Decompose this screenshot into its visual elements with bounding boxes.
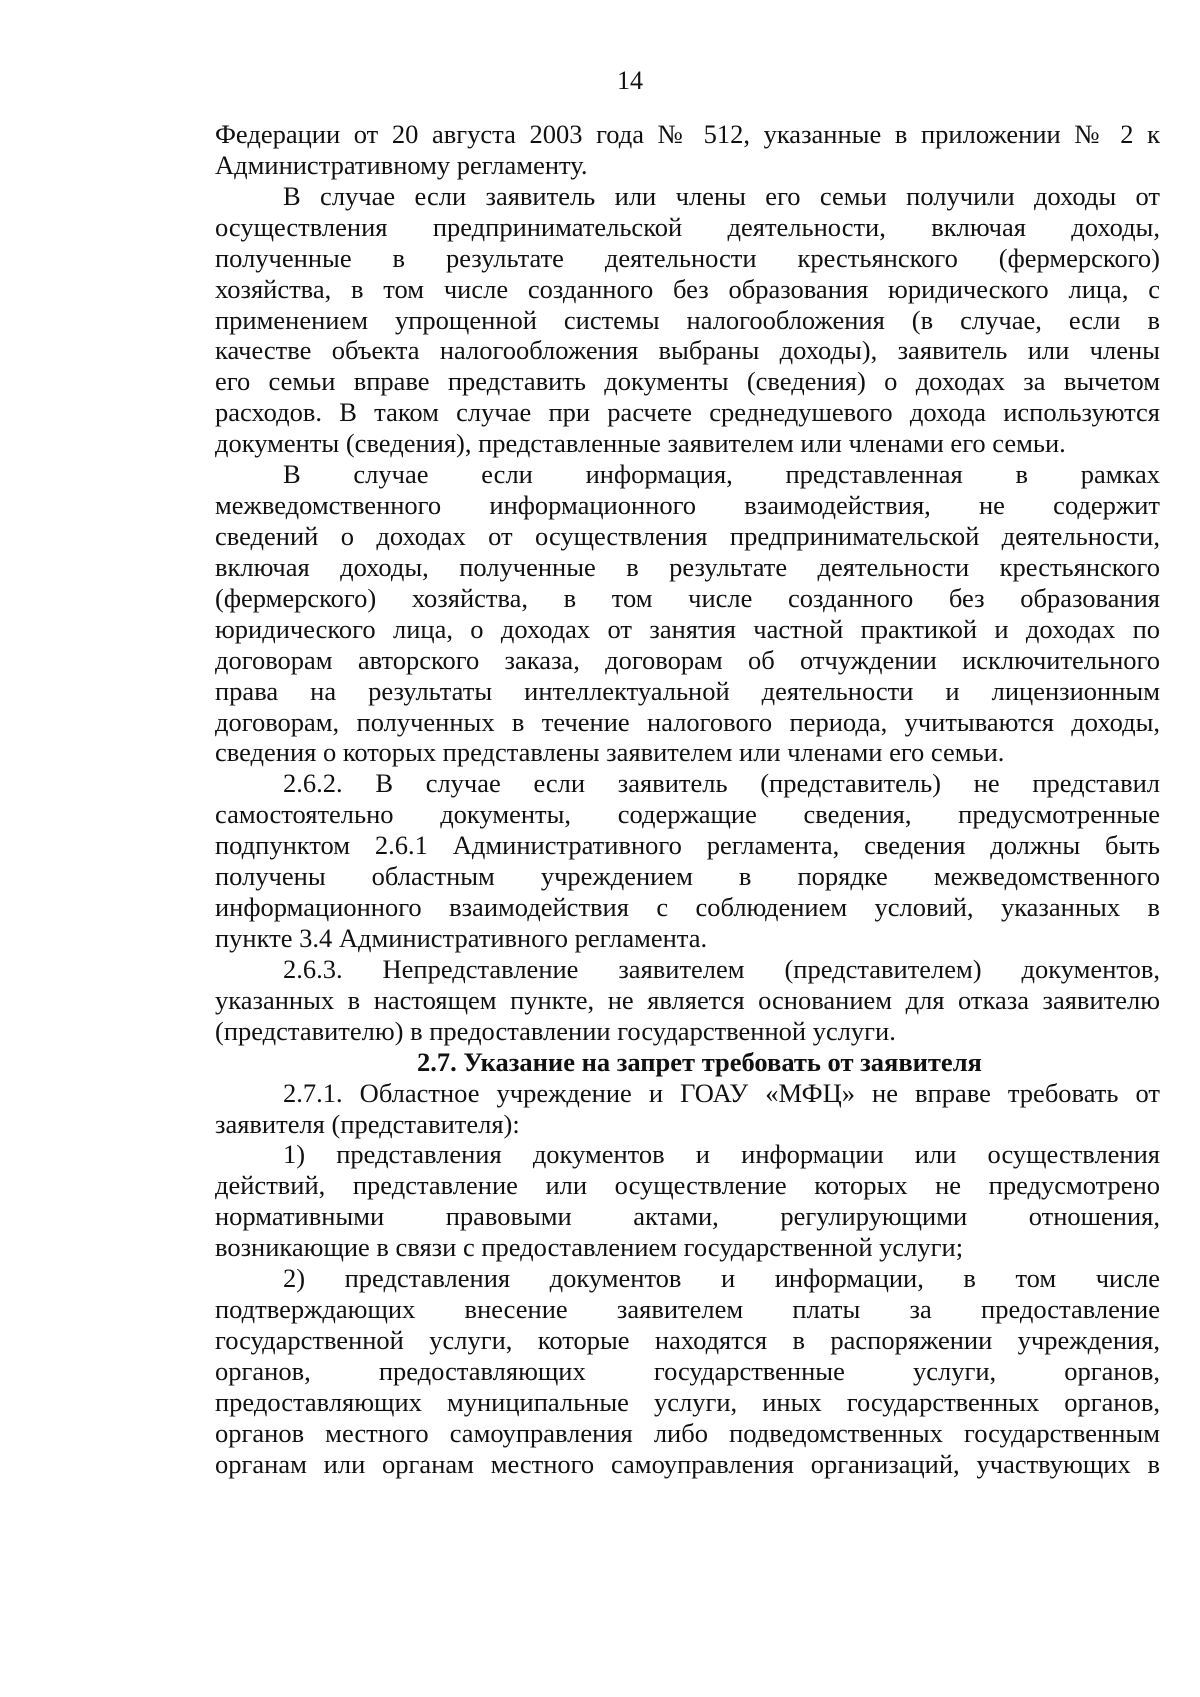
paragraph-line: качестве объекта налогообложения выбраны доходы), заявитель или члены: [215, 335, 1160, 366]
paragraph: [215, 119, 1160, 181]
paragraph-line: 2.6.3. Непредставление заявителем (представителем) документов,: [283, 953, 1160, 984]
paragraph-line: Административному регламенту.: [215, 149, 588, 180]
paragraph-line: органов, предоставляющих государственные услуги, органов,: [215, 1355, 1160, 1386]
paragraph-line: указанных в настоящем пункте, не является основанием для отказа заявителю: [215, 984, 1160, 1015]
paragraph-line: (фермерского) хозяйства, в том числе созданного без образования: [215, 582, 1160, 613]
paragraph-line: действий, представление или осуществление которых не предусмотрено: [215, 1170, 1160, 1201]
paragraph: [215, 1078, 1160, 1140]
paragraph: [215, 1139, 1160, 1263]
paragraph-line: заявителя (представителя):: [215, 1108, 520, 1139]
paragraph-line: сведения о которых представлены заявителем или членами его семьи.: [215, 737, 1005, 768]
paragraph-line: 2) представления документов и информации, в том числе: [283, 1263, 1160, 1294]
paragraph-line: применением упрощенной системы налогообложения (в случае, если в: [215, 304, 1160, 335]
paragraph: [215, 459, 1160, 768]
paragraph-line: 2.6.2. В случае если заявитель (представитель) не представил: [283, 768, 1160, 799]
paragraph-line: расходов. В таком случае при расчете среднедушевого дохода используются: [215, 397, 1160, 428]
paragraph-line: В случае если заявитель или члены его семьи получили доходы от: [283, 180, 1160, 211]
paragraph-line: 2.7.1. Областное учреждение и ГОАУ «МФЦ» не вправе требовать от: [283, 1077, 1160, 1108]
paragraph-line: самостоятельно документы, содержащие сведения, предусмотренные: [215, 799, 1160, 830]
paragraph-line: полученные в результате деятельности крестьянского (фермерского): [215, 242, 1160, 273]
paragraph-line: осуществления предпринимательской деятельности, включая доходы,: [215, 211, 1160, 242]
paragraph-line: В случае если информация, представленная в рамках: [283, 459, 1160, 490]
paragraph-line: (представителю) в предоставлении государственной услуги.: [215, 1015, 896, 1046]
paragraph-line: 1) представления документов и информации или осуществления: [283, 1139, 1160, 1170]
paragraph-line: органов местного самоуправления либо подведомственных государственным: [215, 1417, 1160, 1448]
paragraph-line: Федерации от 20 августа 2003 года № 512, указанные в приложении № 2 к: [215, 119, 1160, 149]
document-body: [215, 119, 1160, 1480]
paragraph-line: договорам авторского заказа, договорам об отчуждении исключительного: [215, 644, 1160, 675]
paragraph-line: документы (сведения), представленные заявителем или членами его семьи.: [215, 428, 1066, 459]
paragraph: [215, 954, 1160, 1047]
paragraph-line: возникающие в связи с предоставлением государственной услуги;: [215, 1232, 964, 1263]
paragraph-line: подпунктом 2.6.1 Административного регламента, сведения должны быть: [215, 830, 1160, 861]
paragraph-line: предоставляющих муниципальные услуги, иных государственных органов,: [215, 1386, 1160, 1417]
paragraph-line: нормативными правовыми актами, регулирующими отношения,: [215, 1201, 1160, 1232]
paragraph-line: хозяйства, в том числе созданного без образования юридического лица, с: [215, 273, 1160, 304]
page-number: 14: [617, 66, 643, 95]
paragraph-line: договорам, полученных в течение налогового периода, учитываются доходы,: [215, 706, 1160, 737]
paragraph-line: его семьи вправе представить документы (сведения) о доходах за вычетом: [215, 366, 1160, 397]
paragraph-line: права на результаты интеллектуальной деятельности и лицензионным: [215, 675, 1160, 706]
paragraph-line: юридического лица, о доходах от занятия частной практикой и доходах по: [215, 613, 1160, 644]
paragraph-line: информационного взаимодействия с соблюдением условий, указанных в: [215, 892, 1160, 923]
paragraph: [215, 1263, 1160, 1479]
paragraph-line: государственной услуги, которые находятся в распоряжении учреждения,: [215, 1324, 1160, 1355]
paragraph-line: получены областным учреждением в порядке межведомственного: [215, 861, 1160, 892]
paragraph-line: органам или органам местного самоуправления организаций, участвующих в: [215, 1448, 1160, 1479]
paragraph-line: межведомственного информационного взаимодействия, не содержит: [215, 490, 1160, 521]
section-heading: 2.7. Указание на запрет требовать от заявителя: [417, 1046, 982, 1077]
paragraph: [215, 768, 1160, 954]
paragraph-line: пункте 3.4 Административного регламента.: [215, 922, 708, 953]
paragraph-line: сведений о доходах от осуществления предпринимательской деятельности,: [215, 520, 1160, 551]
paragraph: [215, 181, 1160, 459]
paragraph-line: подтверждающих внесение заявителем платы за предоставление: [215, 1294, 1160, 1325]
paragraph-line: включая доходы, полученные в результате деятельности крестьянского: [215, 551, 1160, 582]
